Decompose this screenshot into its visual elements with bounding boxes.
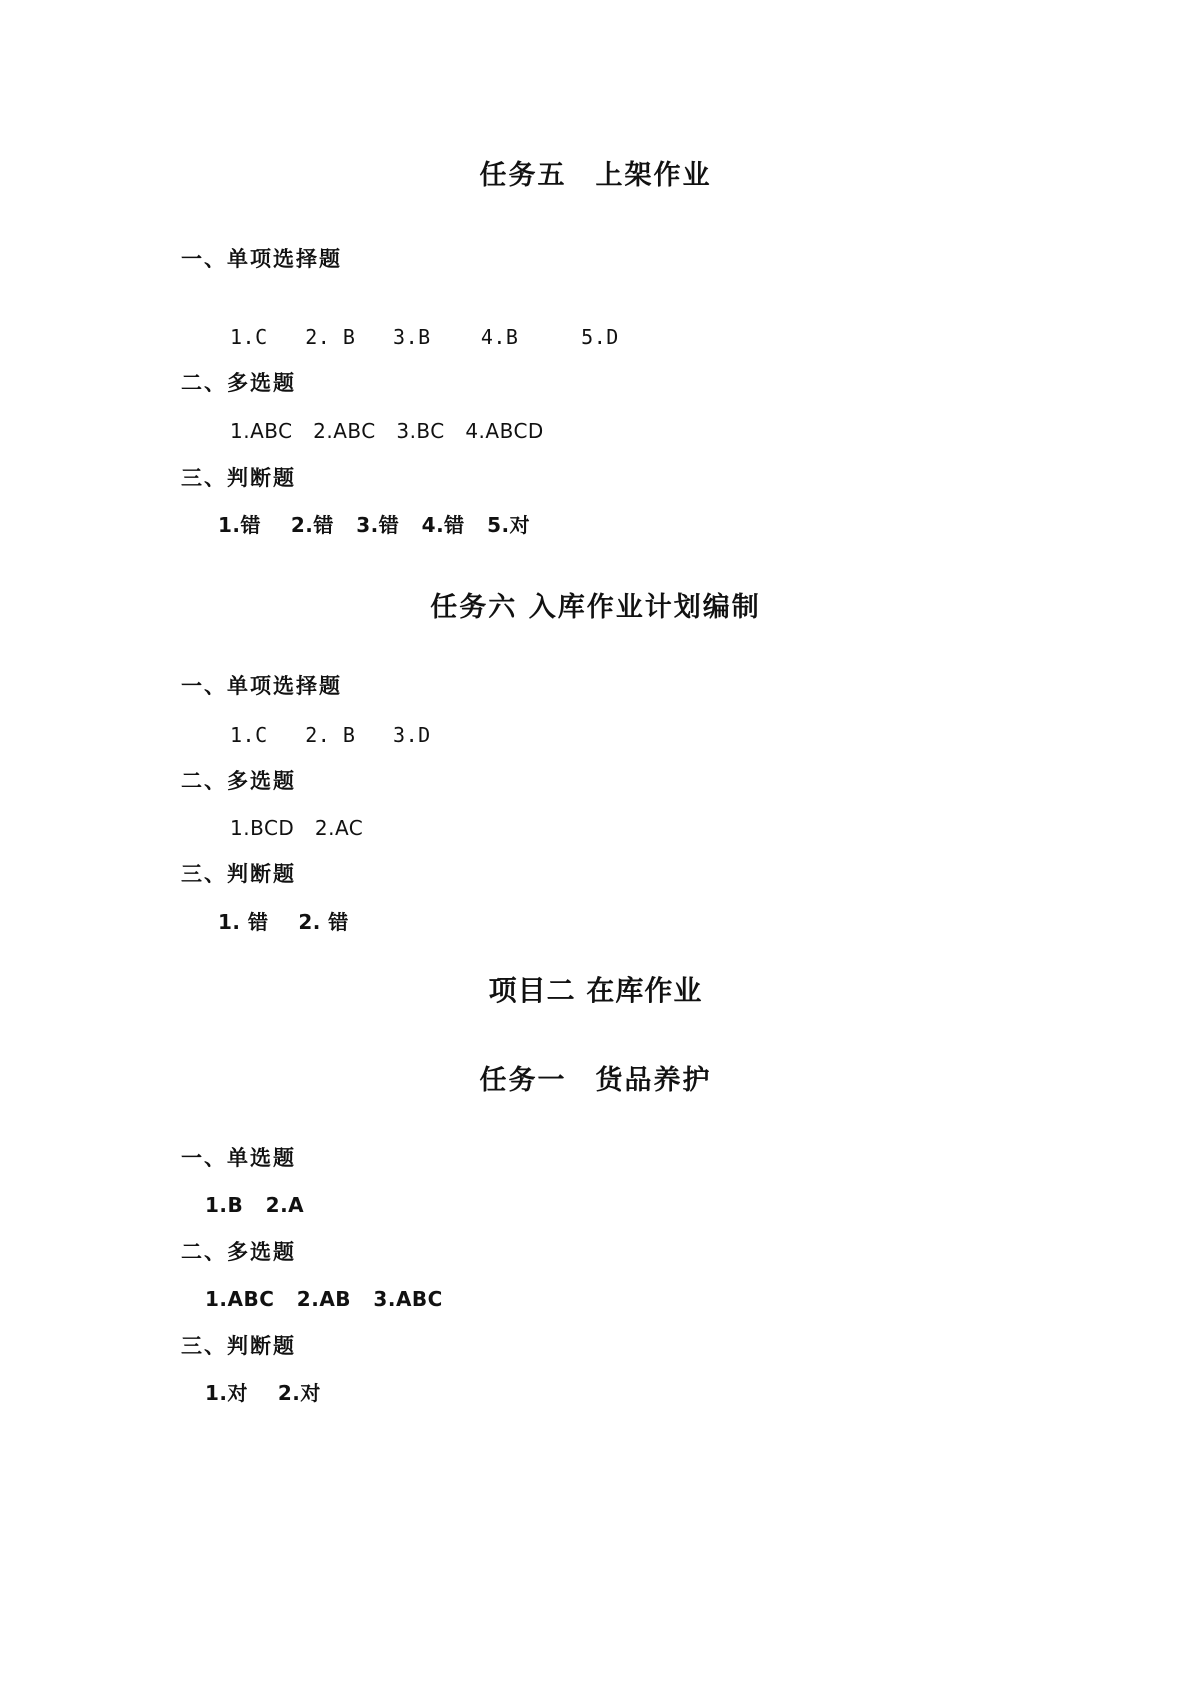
answers-single-choice: 1.C 2. B 3.D [230,723,431,747]
answers-true-false: 1.对 2.对 [205,1381,321,1405]
answers-multi-choice: 1.ABC 2.AB 3.ABC [205,1287,443,1311]
section-title-task-1: 任务一 货品养护 [479,1065,712,1096]
section-title-task-5: 任务五 上架作业 [479,160,712,191]
project-title: 项目二 在库作业 [488,974,703,1007]
section-title-task-6: 任务六 入库作业计划编制 [430,592,761,623]
answers-true-false: 1.错 2.错 3.错 4.错 5.对 [218,513,531,537]
heading-single-choice: 一、单选题 [181,1146,296,1170]
heading-single-choice: 一、单项选择题 [181,674,342,698]
answers-single-choice: 1.B 2.A [205,1193,305,1217]
heading-multi-choice: 二、多选题 [181,769,296,793]
heading-multi-choice: 二、多选题 [181,371,296,395]
heading-true-false: 三、判断题 [181,862,296,886]
answers-single-choice: 1.C 2. B 3.B 4.B 5.D [230,325,619,349]
heading-multi-choice: 二、多选题 [181,1240,296,1264]
answers-multi-choice: 1.BCD 2.AC [230,816,364,840]
heading-single-choice: 一、单项选择题 [181,247,342,271]
heading-true-false: 三、判断题 [181,1334,296,1358]
answers-true-false: 1. 错 2. 错 [218,910,349,934]
answers-multi-choice: 1.ABC 2.ABC 3.BC 4.ABCD [230,419,544,443]
heading-true-false: 三、判断题 [181,466,296,490]
